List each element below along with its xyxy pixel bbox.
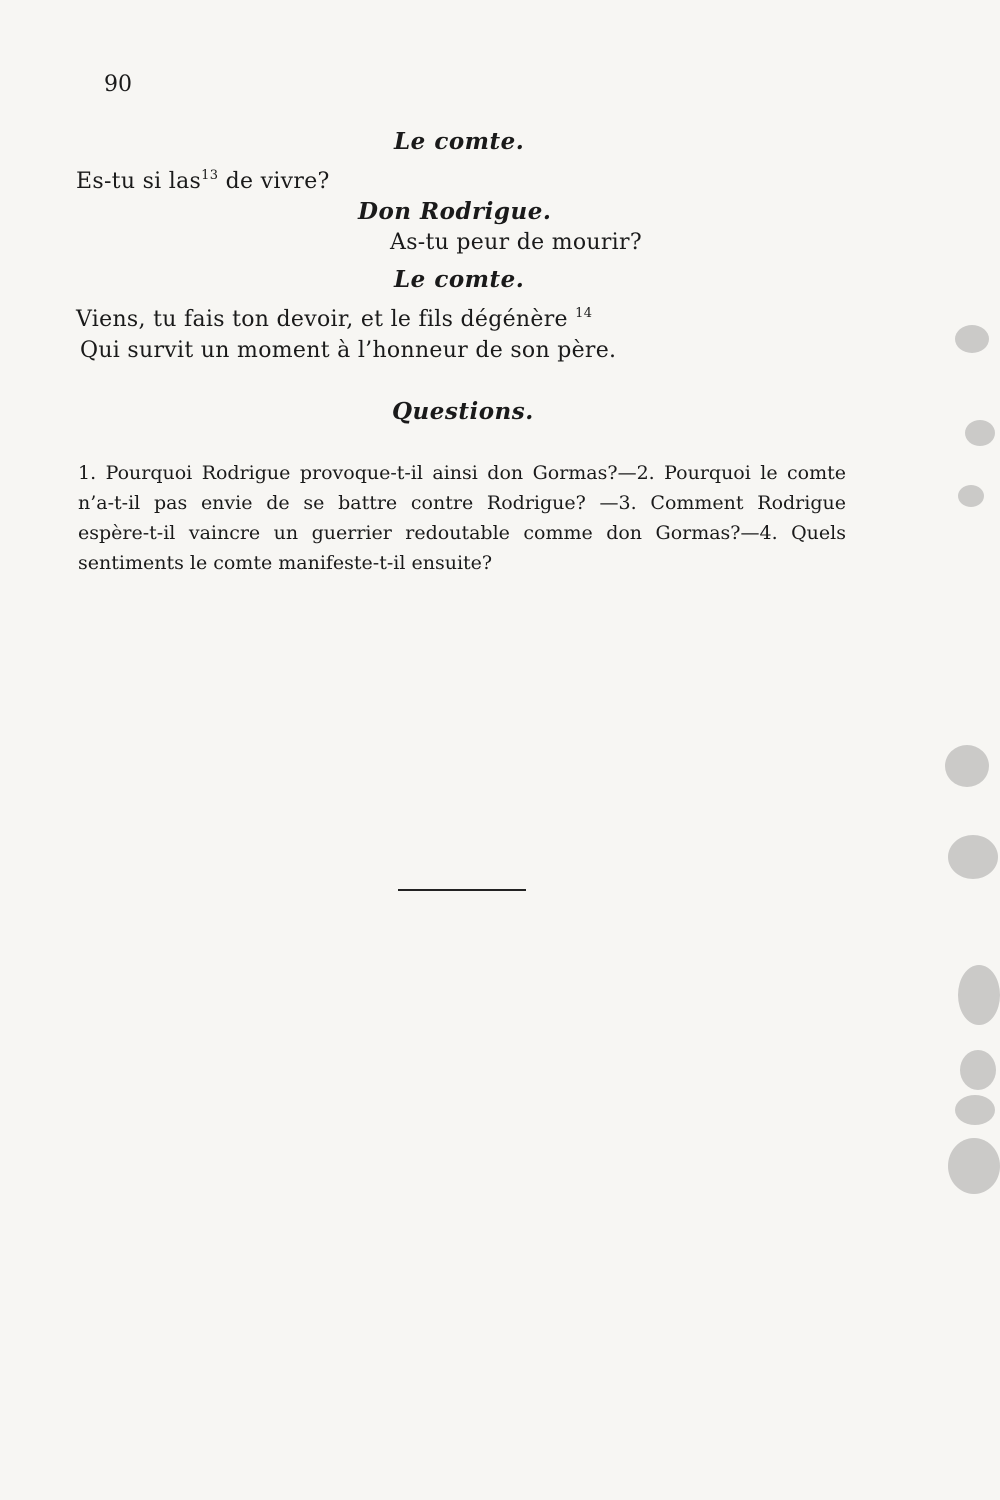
questions-paragraph: 1. Pourquoi Rodrigue provoque-t-il ainsi don Gormas?—2. Pourquoi le comte n’a-t-il pas envie de se battre contre Rodrigue? —3. Comment Rodrigue espère-t-il vaincre un guerrier redoutable comme don Gormas?—4. Quels sentiments le comte manifeste-t-il ensuite? (78, 462, 846, 574)
speaker-le-comte: Le comte. (394, 128, 525, 155)
page-stain (948, 1138, 1000, 1194)
verse-text: Viens, tu fais ton devoir, et le fils dégénère (76, 307, 576, 332)
verse-line: Qui survit un moment à l’honneur de son père. (80, 338, 617, 363)
page-number: 90 (104, 72, 132, 97)
page-stain (960, 1050, 996, 1090)
verse-line: As-tu peur de mourir? (390, 230, 642, 255)
page-stain (945, 745, 989, 787)
page-stain (948, 835, 998, 879)
verse-line (76, 168, 330, 194)
verse-text: de vivre? (218, 169, 330, 194)
footnote-ref: 14 (575, 306, 593, 321)
page-stain (965, 420, 995, 446)
speaker-don-rodrigue: Don Rodrigue. (358, 198, 552, 225)
page-stain (958, 965, 1000, 1025)
section-divider (398, 889, 526, 891)
page-stain (955, 325, 989, 353)
page-stain (955, 1095, 995, 1125)
verse-text: Es-tu si las (76, 169, 202, 194)
questions-heading: Questions. (392, 398, 534, 425)
footnote-ref: 13 (201, 168, 219, 183)
speaker-le-comte: Le comte. (394, 266, 525, 293)
verse-line (76, 306, 592, 332)
page-stain (958, 485, 984, 507)
